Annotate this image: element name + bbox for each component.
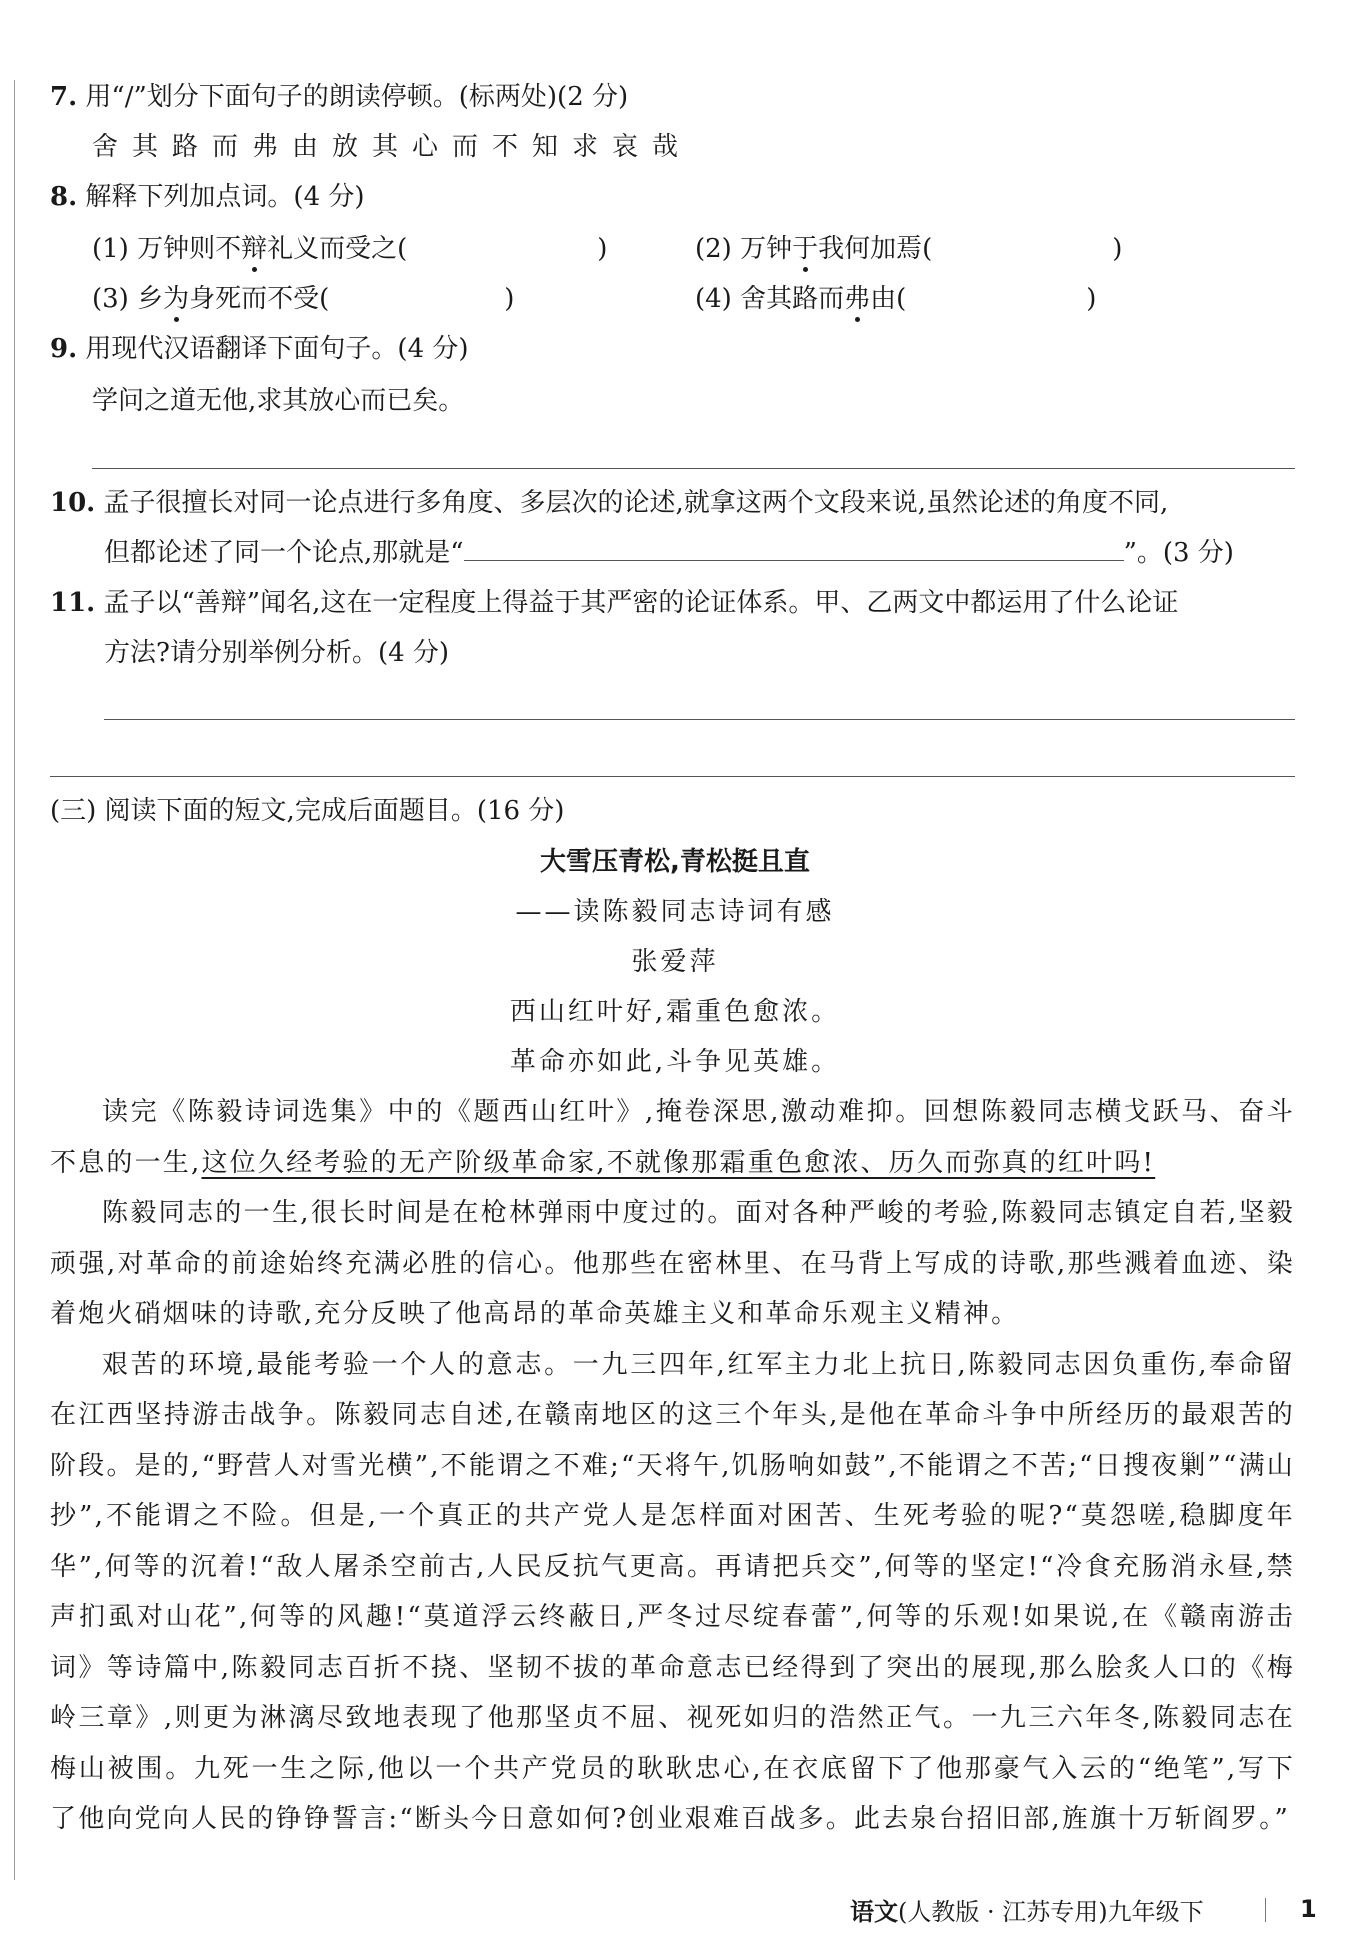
left-margin-rule bbox=[14, 80, 15, 1880]
question-number: 8. bbox=[50, 182, 78, 212]
question-prompt: 孟子很擅长对同一论点进行多角度、多层次的论述,就拿这两个文段来说,虽然论述的角度不同, bbox=[103, 488, 1169, 518]
paragraph-text: 读完《陈毅诗词选集》中的《题西山红叶》,掩卷深思,激动难抑。回想陈毅同志横戈跃马、奋斗不息的一生, bbox=[50, 1097, 1295, 1178]
paragraph-2: 陈毅同志的一生,很长时间是在枪林弹雨中度过的。面对各种严峻的考验,陈毅同志镇定自若,坚毅顽强,对革命的前途始终充满必胜的信心。他那些在密林里、在马背上写成的诗歌,那些溅着血迹、染着炮火硝烟味的诗歌,充分反映了他高昂的革命英雄主义和革命乐观主义精神。 bbox=[50, 1198, 1295, 1329]
q7-sentence: 舍其路而弗由放其心而不知求哀哉 bbox=[92, 132, 693, 162]
item-text: 礼义而受之( bbox=[267, 234, 408, 264]
item-text: 由( bbox=[870, 284, 907, 314]
item-text: 我何加焉( bbox=[818, 234, 933, 264]
question-prompt: 孟子以“善辩”闻名,这在一定程度上得益于其严密的论证体系。甲、乙两文中都运用了什么论证 bbox=[103, 588, 1179, 618]
dotted-char: 辩 bbox=[241, 234, 268, 264]
question-7 bbox=[50, 80, 628, 114]
q10-text: ”。(3 分) bbox=[1123, 538, 1234, 568]
q8-item-4 bbox=[695, 282, 1096, 316]
paragraph-1 bbox=[50, 1087, 1295, 1188]
article-body bbox=[50, 1087, 1295, 1845]
dotted-char: 为 bbox=[163, 284, 190, 314]
poem-line-1: 西山红叶好,霜重色愈浓。 bbox=[509, 997, 841, 1027]
q9-sentence: 学问之道无他,求其放心而已矣。 bbox=[92, 386, 465, 416]
underlined-sentence: 这位久经考验的无产阶级革命家,不就像那霜重色愈浓、历久而弥真的红叶吗! bbox=[201, 1147, 1156, 1178]
footer-divider bbox=[1265, 1898, 1266, 1922]
q10-line-2 bbox=[104, 536, 1234, 570]
item-text: (4) 舍其路而 bbox=[695, 284, 845, 314]
question-number: 10. bbox=[50, 488, 96, 518]
item-close: ) bbox=[1112, 234, 1123, 264]
section-heading: (三) 阅读下面的短文,完成后面题目。(16 分) bbox=[50, 796, 565, 826]
dotted-char: 于 bbox=[792, 234, 819, 264]
q11-line-2: 方法?请分别举例分析。(4 分) bbox=[104, 638, 450, 668]
paragraph-3: 艰苦的环境,最能考验一个人的意志。一九三四年,红军主力北上抗日,陈毅同志因负重伤,奉命留在江西坚持游击战争。陈毅同志自述,在赣南地区的这三个年头,是他在革命斗争中所经历的最艰苦的阶段。是的,“野营人对雪光横”,不能谓之不难;“天将午,饥肠响如鼓”,不能谓之不苦;“日搜夜剿”“满山抄”,不能谓之不险。但是,一个真正的共产党人是怎样面对困苦、生死考验的呢?“莫怨嗟,稳脚度年华”,何等的沉着!“敌人屠杀空前古,人民反抗气更高。再请把兵交”,何等的坚定!“冷食充肠消永昼,禁声扪虱对山花”,何等的风趣!“莫道浮云终蔽日,严冬过尽绽春蕾”,何等的乐观!如果说,在《赣南游击词》等诗篇中,陈毅同志百折不挠、坚韧不拔的革命意志已经得到了突出的展现,那么脍炙人口的《梅岭三章》,则更为淋漓尽致地表现了他那坚贞不屈、视死如归的浩然正气。一九三六年冬,陈毅同志在梅山被围。九死一生之际,他以一个共产党员的耿耿忠心,在衣底留下了他那豪气入云的“绝笔”,写下了他向党向人民的铮铮誓言:“断头今日意如何?创业艰难百战多。此去泉台招旧部,旌旗十万斩阎罗。” bbox=[50, 1349, 1295, 1834]
item-text: (1) 万钟则不 bbox=[92, 234, 242, 264]
q8-item-2 bbox=[695, 232, 1122, 266]
article-subtitle: ——读陈毅同志诗词有感 bbox=[515, 897, 835, 927]
question-number: 11. bbox=[50, 588, 96, 618]
footer-edition: (人教版 · 江苏专用)九年级下 bbox=[898, 1898, 1204, 1926]
question-9 bbox=[50, 332, 469, 366]
item-text: 身死而不受( bbox=[189, 284, 330, 314]
question-10 bbox=[50, 486, 1168, 520]
poem-line-2: 革命亦如此,斗争见英雄。 bbox=[509, 1047, 841, 1077]
question-number: 9. bbox=[50, 334, 78, 364]
q8-item-3 bbox=[92, 282, 514, 316]
item-close: ) bbox=[504, 284, 515, 314]
answer-line[interactable] bbox=[92, 468, 1295, 469]
fill-blank[interactable] bbox=[464, 538, 1124, 561]
question-8 bbox=[50, 180, 365, 214]
dotted-char: 弗 bbox=[844, 284, 871, 314]
item-close: ) bbox=[597, 234, 608, 264]
item-text: (2) 万钟 bbox=[695, 234, 793, 264]
page-number: 1 bbox=[1300, 1895, 1317, 1923]
item-text: (3) 乡 bbox=[92, 284, 164, 314]
question-prompt: 用现代汉语翻译下面句子。(4 分) bbox=[85, 334, 469, 364]
question-prompt: 用“/”划分下面句子的朗读停顿。(标两处)(2 分) bbox=[85, 82, 629, 112]
q10-text: 但都论述了同一个论点,那就是“ bbox=[104, 538, 464, 568]
article-title: 大雪压青松,青松挺且直 bbox=[540, 847, 810, 877]
question-11 bbox=[50, 586, 1178, 620]
q8-item-1 bbox=[92, 232, 607, 266]
answer-line[interactable] bbox=[50, 776, 1295, 777]
question-prompt: 解释下列加点词。(4 分) bbox=[85, 182, 365, 212]
question-number: 7. bbox=[50, 82, 78, 112]
article-author: 张爱萍 bbox=[631, 947, 719, 977]
page-footer bbox=[850, 1895, 1204, 1929]
footer-subject: 语文 bbox=[850, 1898, 898, 1926]
item-close: ) bbox=[1086, 284, 1097, 314]
answer-line[interactable] bbox=[104, 719, 1295, 720]
